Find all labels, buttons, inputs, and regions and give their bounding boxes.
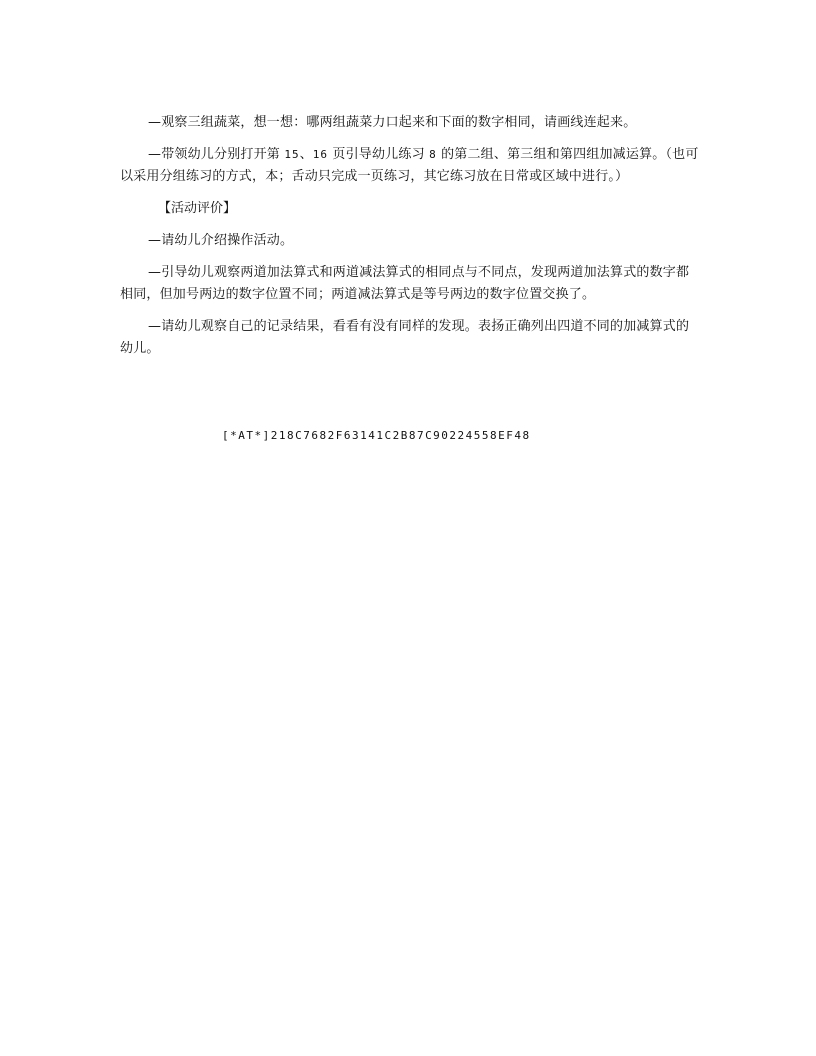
exercise-number: 8	[429, 148, 437, 161]
page-number-b: 16	[312, 148, 329, 161]
paragraph-guide-part3: 页引导幼儿练习	[328, 147, 430, 162]
paragraph-guide	[120, 144, 700, 188]
paragraph-eval-record: —请幼儿观察自己的记录结果，看看有没有同样的发现。表扬正确列出四道不同的加减算式的幼儿。	[120, 319, 690, 356]
paragraph-guide-part1: —带领幼儿分别打开第	[148, 147, 285, 162]
page-number-a: 15	[284, 148, 300, 161]
document-body	[120, 112, 700, 360]
paragraph-observe: —观察三组蔬菜，想一想：哪两组蔬菜力口起来和下面的数字相同，请画线连起来。	[148, 115, 637, 130]
section-heading-evaluation: 【活动评价】	[158, 201, 237, 216]
paragraph-eval-compare: —引导幼儿观察两道加法算式和两道减法算式的相同点与不同点，发现两道加法算式的数字都相同，但加号两边的数字位置不同；两道减法算式是等号两边的数字位置交换了。	[120, 265, 690, 302]
paragraph-guide-part4: 的第二组、第三组和第四组加减运算。（也可以采用分组练习的方式，本；舌动只完成一页练习，其它练习放在日常或区域中进行。）	[120, 147, 699, 184]
document-code: [*AT*]218C7682F63141C2B87C90224558EF48	[222, 429, 531, 442]
paragraph-eval-introduce: —请幼儿介绍操作活动。	[148, 233, 294, 248]
paragraph-guide-part2: 、	[299, 147, 313, 162]
